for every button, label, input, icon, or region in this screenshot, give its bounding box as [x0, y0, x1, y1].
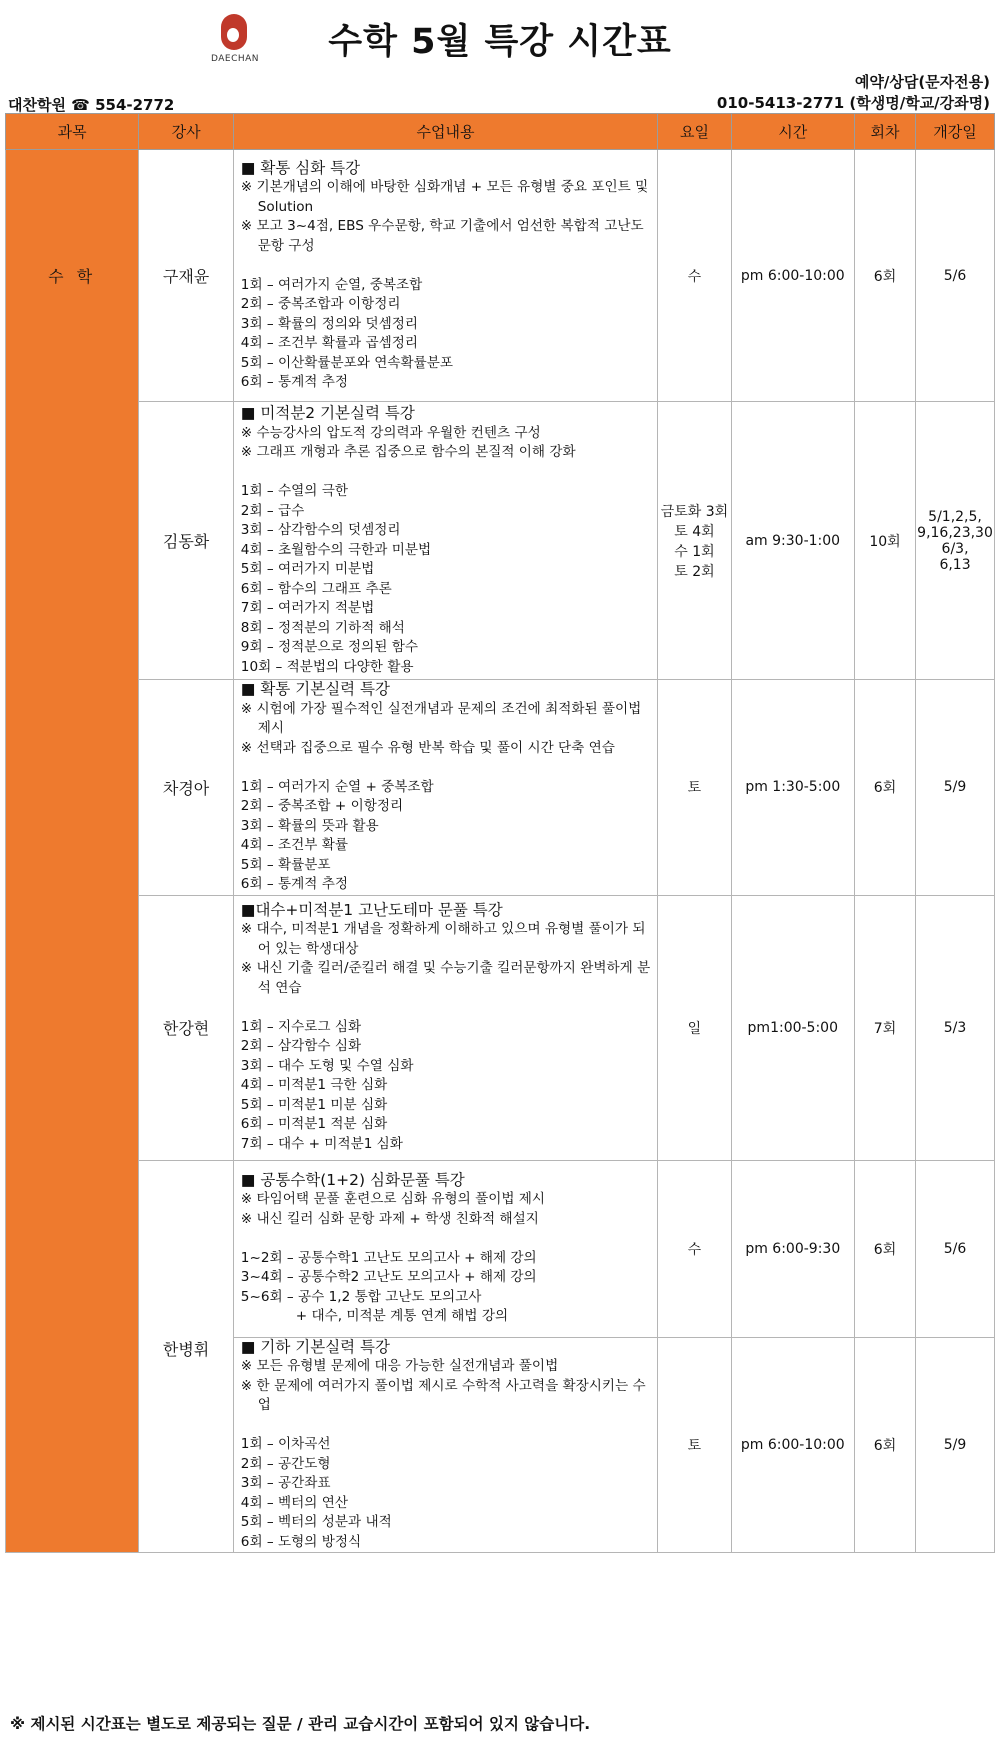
session-item: 1~2회 – 공통수학1 고난도 모의고사 + 해제 강의: [240, 1249, 537, 1266]
session-item: 1회 – 지수로그 심화: [240, 1018, 362, 1035]
course-note: ※ 한 문제에 여러가지 풀이법 제시로 수학적 사고력을 확장시키는 수업: [240, 1377, 646, 1413]
col-header-time: 시간: [731, 114, 854, 150]
col-header-start: 개강일: [916, 114, 995, 150]
page-title: 수학 5월 특강 시간표: [328, 22, 672, 62]
session-item: 5회 – 여러가지 미분법: [240, 561, 375, 577]
logo: [210, 14, 260, 66]
spacer: [241, 463, 653, 483]
spacer: [241, 256, 653, 276]
session-item: 2회 – 중복조합 + 이항정리: [240, 798, 404, 814]
table-row: [6, 895, 995, 1160]
session-item: 5회 – 미적분1 미분 심화: [240, 1096, 388, 1113]
time-cell: am 9:30-1:00: [731, 402, 854, 680]
session-item: + 대수, 미적분 계통 연계 해법 강의: [295, 1308, 509, 1324]
session-item: 3회 – 확률의 뜻과 활용: [240, 817, 379, 834]
contact-mobile: 010-5413-2771 (학생명/학교/강좌명): [716, 94, 990, 112]
day-cell: 금토화 3회 토 4회 수 1회 토 2회: [658, 402, 731, 680]
session-item: 4회 – 초월함수의 극한과 미분법: [240, 541, 432, 558]
count-cell: 6회: [854, 1337, 915, 1553]
session-item: 4회 – 벡터의 연산: [240, 1494, 348, 1511]
day-cell: 일: [658, 895, 731, 1160]
session-item: 4회 – 조건부 확률과 곱셈정리: [240, 335, 418, 351]
session-item: 3회 – 대수 도형 및 수열 심화: [240, 1057, 414, 1074]
session-item: 7회 – 여러가지 적분법: [240, 600, 375, 616]
start-date-cell: 5/6: [916, 150, 995, 402]
session-item: 1회 – 수열의 극한: [240, 483, 348, 499]
course-note: ※ 기본개념의 이해에 바탕한 심화개념 + 모든 유형별 중요 포인트 및 Solution: [240, 179, 649, 215]
session-item: 6회 – 미적분1 적분 심화: [240, 1116, 388, 1133]
course-title: ■ 기하 기본실력 특강: [240, 1337, 391, 1356]
col-header-count: 회차: [854, 114, 915, 150]
course-note: ※ 시험에 가장 필수적인 실전개념과 문제의 조건에 최적화된 풀이법 제시: [240, 700, 642, 736]
session-item: 8회 – 정적분의 기하적 해석: [240, 619, 405, 636]
session-item: 5회 – 이산확률분포와 연속확률분포: [240, 354, 454, 371]
session-item: 2회 – 삼각함수 심화: [240, 1038, 362, 1055]
academy-phone: 대찬학원 ☎ 554-2772: [8, 96, 175, 114]
time-cell: pm 1:30-5:00: [731, 680, 854, 896]
table-row: [6, 402, 995, 680]
session-item: 3~4회 – 공통수학2 고난도 모의고사 + 해제 강의: [240, 1269, 537, 1285]
day-cell: 토: [658, 680, 731, 896]
session-item: 3회 – 확률의 정의와 덧셈정리: [240, 315, 418, 332]
table-row: [6, 150, 995, 402]
session-item: 6회 – 통계적 추정: [240, 374, 348, 390]
logo-mark-icon: [221, 14, 247, 50]
course-note: ※ 타임어택 문풀 훈련으로 심화 유형의 풀이법 제시: [240, 1191, 546, 1207]
session-item: 5회 – 벡터의 성분과 내적: [240, 1514, 392, 1530]
day-cell: 토: [658, 1337, 731, 1553]
table-row: [6, 680, 995, 896]
footer-note: ※ 제시된 시간표는 별도로 제공되는 질문 / 관리 교습시간이 포함되어 있지 않습니다.: [10, 1715, 591, 1733]
spacer: [241, 1229, 653, 1249]
contact-info: [717, 72, 990, 114]
start-date-cell: 5/9: [916, 680, 995, 896]
session-item: 1회 – 여러가지 순열 + 중복조합: [240, 778, 434, 795]
time-cell: pm1:00-5:00: [731, 895, 854, 1160]
session-item: 2회 – 중복조합과 이항정리: [240, 296, 401, 312]
session-item: 7회 – 대수 + 미적분1 심화: [240, 1135, 403, 1152]
day-cell: 수: [658, 150, 731, 402]
course-title: ■ 공통수학(1+2) 심화문풀 특강: [240, 1170, 465, 1189]
start-date-cell: 5/9: [916, 1337, 995, 1553]
course-note: ※ 모든 유형별 문제에 대응 가능한 실전개념과 풀이법: [240, 1358, 559, 1374]
col-header-teacher: 강사: [139, 114, 233, 150]
course-title: ■ 미적분2 기본실력 특강: [240, 404, 415, 422]
session-item: 6회 – 통계적 추정: [240, 876, 348, 892]
course-note: ※ 선택과 집중으로 필수 유형 반복 학습 및 풀이 시간 단축 연습: [240, 739, 615, 756]
course-title: ■ 확통 심화 특강: [240, 158, 361, 177]
count-cell: 10회: [854, 402, 915, 680]
time-cell: pm 6:00-9:30: [731, 1160, 854, 1337]
course-note: ※ 모고 3~4점, EBS 우수문항, 학교 기출에서 엄선한 복합적 고난도 문항 구성: [240, 218, 644, 254]
contact-label: 예약/상담(문자전용): [854, 73, 990, 91]
col-header-day: 요일: [658, 114, 731, 150]
session-item: 10회 – 적분법의 다양한 활용: [240, 658, 414, 675]
table-row: [6, 1160, 995, 1337]
session-item: 1회 – 이차곡선: [240, 1436, 331, 1452]
course-note: ※ 그래프 개형과 추론 집중으로 함수의 본질적 이해 강화: [240, 444, 576, 460]
schedule-table: [5, 113, 995, 1553]
spacer: [241, 758, 653, 778]
session-item: 5~6회 – 공수 1,2 통합 고난도 모의고사: [240, 1288, 482, 1305]
course-content-cell: [233, 1337, 657, 1553]
table-header-row: [6, 114, 995, 150]
logo-text: DAECHAN: [210, 54, 260, 64]
col-header-content: 수업내용: [233, 114, 657, 150]
teacher-cell: 차경아: [139, 680, 233, 896]
count-cell: 6회: [854, 680, 915, 896]
course-note: ※ 내신 기출 킬러/준킬러 해결 및 수능기출 킬러문항까지 완벽하게 분석 연습: [240, 960, 651, 996]
teacher-cell: 김동화: [139, 402, 233, 680]
course-content-cell: [233, 402, 657, 680]
session-item: 5회 – 확률분포: [240, 856, 331, 873]
start-date-cell: 5/6: [916, 1160, 995, 1337]
count-cell: 6회: [854, 1160, 915, 1337]
start-date-cell: 5/3: [916, 895, 995, 1160]
teacher-cell: 한병휘: [139, 1160, 233, 1553]
course-title: ■ 확통 기본실력 특강: [240, 680, 391, 698]
spacer: [241, 998, 653, 1018]
teacher-cell: 한강현: [139, 895, 233, 1160]
session-item: 6회 – 함수의 그래프 추론: [240, 580, 392, 597]
course-content-cell: [233, 150, 657, 402]
spacer: [241, 1416, 653, 1436]
course-note: ※ 내신 킬러 심화 문항 과제 + 학생 친화적 해설지: [240, 1210, 539, 1227]
count-cell: 7회: [854, 895, 915, 1160]
course-content-cell: [233, 895, 657, 1160]
course-title: ■대수+미적분1 고난도테마 문풀 특강: [240, 900, 503, 919]
session-item: 2회 – 급수: [240, 502, 305, 519]
session-item: 2회 – 공간도형: [240, 1455, 331, 1472]
session-item: 3회 – 공간좌표: [240, 1475, 331, 1491]
course-content-cell: [233, 680, 657, 896]
session-item: 4회 – 조건부 확률: [240, 837, 348, 853]
session-item: 1회 – 여러가지 순열, 중복조합: [240, 276, 423, 293]
session-item: 9회 – 정적분으로 정의된 함수: [240, 639, 418, 655]
course-note: ※ 수능강사의 압도적 강의력과 우월한 컨텐츠 구성: [240, 424, 541, 441]
time-cell: pm 6:00-10:00: [731, 1337, 854, 1553]
session-item: 4회 – 미적분1 극한 심화: [240, 1077, 388, 1094]
col-header-subject: 과목: [6, 114, 139, 150]
session-item: 6회 – 도형의 방정식: [240, 1533, 362, 1550]
start-date-cell: 5/1,2,5, 9,16,23,30 6/3, 6,13: [916, 402, 995, 680]
time-cell: pm 6:00-10:00: [731, 150, 854, 402]
teacher-cell: 구재윤: [139, 150, 233, 402]
course-note: ※ 대수, 미적분1 개념을 정확하게 이해하고 있으며 유형별 풀이가 되어 있는 학생대상: [240, 921, 646, 957]
course-content-cell: [233, 1160, 657, 1337]
session-item: 3회 – 삼각함수의 덧셈정리: [240, 522, 401, 538]
day-cell: 수: [658, 1160, 731, 1337]
count-cell: 6회: [854, 150, 915, 402]
subject-cell: 수 학: [6, 150, 139, 1553]
